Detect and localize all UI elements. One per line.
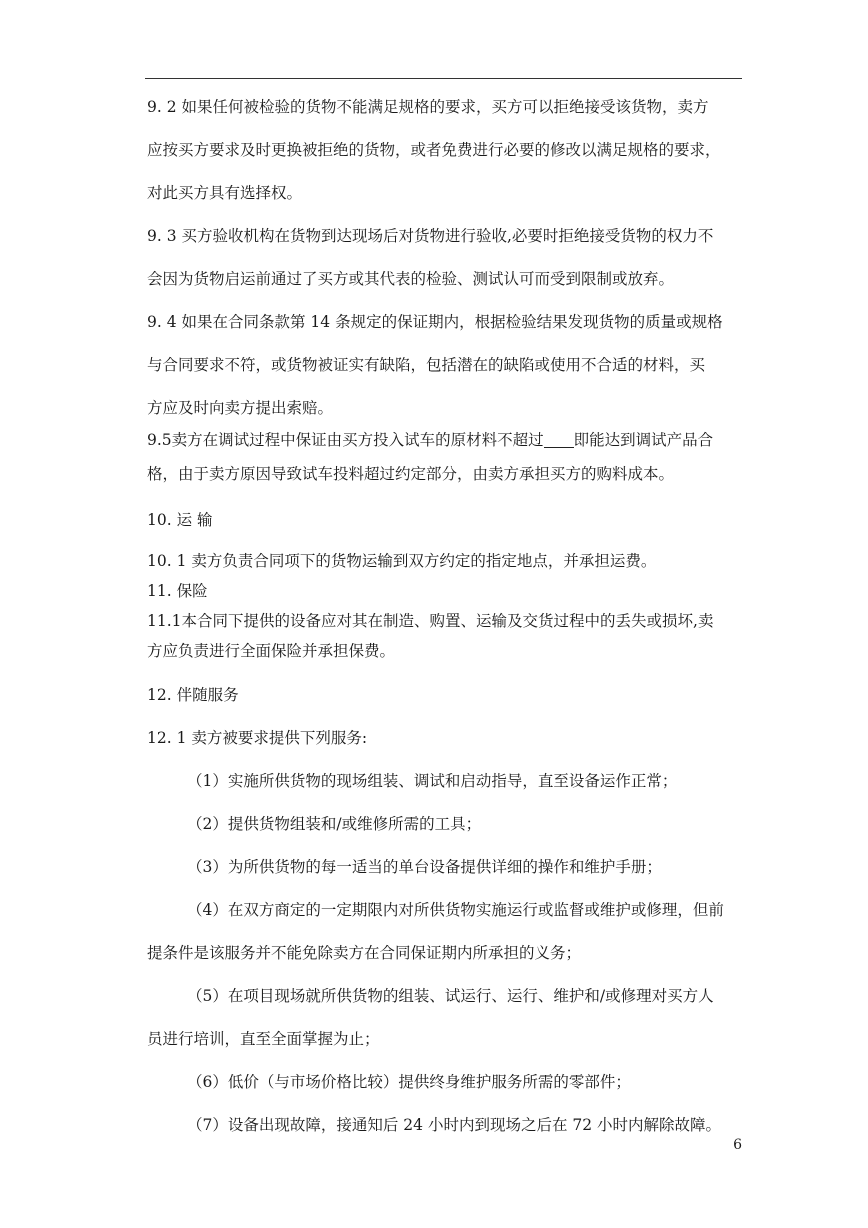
clause-9-4-line-2: 与合同要求不符，或货物被证实有缺陷，包括潜在的缺陷或使用不合适的材料，买 bbox=[147, 356, 706, 374]
fill-blank bbox=[544, 431, 574, 448]
clause-9-2-line-3: 对此买方具有选择权。 bbox=[147, 184, 303, 202]
service-item-1: （1）实施所供货物的现场组装、调试和启动指导，直至设备运作正常； bbox=[187, 772, 678, 790]
clause-9-3-line-1: 9. 3 买方验收机构在货物到达现场后对货物进行验收,必要时拒绝接受货物的权力不 bbox=[147, 227, 714, 245]
clause-10-1: 10. 1 卖方负责合同项下的货物运输到双方约定的指定地点，并承担运费。 bbox=[147, 552, 657, 570]
document-body bbox=[147, 86, 747, 1147]
clause-9-5-text-b: 即能达到调试产品合 bbox=[573, 431, 714, 449]
service-item-3: （3）为所供货物的每一适当的单台设备提供详细的操作和维护手册； bbox=[187, 858, 662, 876]
service-item-5-line-2: 员进行培训，直至全面掌握为止； bbox=[147, 1030, 380, 1048]
section-11-heading: 11. 保险 bbox=[147, 582, 208, 600]
service-item-4-line-2: 提条件是该服务并不能免除卖方在合同保证期内所承担的义务； bbox=[147, 944, 582, 962]
service-item-5-line-1: （5）在项目现场就所供货物的组装、试运行、运行、维护和/或修理对买方人 bbox=[187, 987, 714, 1005]
service-item-2: （2）提供货物组装和/或维修所需的工具； bbox=[187, 815, 482, 833]
clause-9-5-text-a: 9.5卖方在调试过程中保证由买方投入试车的原材料不超过 bbox=[147, 431, 544, 449]
service-item-4-line-1: （4）在双方商定的一定期限内对所供货物实施运行或监督或维护或修理，但前 bbox=[187, 901, 724, 919]
clause-9-5-line-2: 格，由于卖方原因导致试车投料超过约定部分，由卖方承担买方的购料成本。 bbox=[147, 465, 675, 483]
header-rule bbox=[145, 78, 742, 79]
clause-9-4-line-1: 9. 4 如果在合同条款第 14 条规定的保证期内，根据检验结果发现货物的质量或规格 bbox=[147, 313, 723, 331]
service-item-6: （6）低价（与市场价格比较）提供终身维护服务所需的零部件； bbox=[187, 1073, 631, 1091]
clause-9-4-line-3: 方应及时向卖方提出索赔。 bbox=[147, 399, 334, 417]
clause-9-2-line-2: 应按买方要求及时更换被拒绝的货物，或者免费进行必要的修改以满足规格的要求， bbox=[147, 141, 721, 159]
clause-9-5-line-1 bbox=[147, 425, 747, 455]
clause-9-2-line-1: 9. 2 如果任何被检验的货物不能满足规格的要求，买方可以拒绝接受该货物，卖方 bbox=[147, 98, 709, 116]
service-item-7: （7）设备出现故障，接通知后 24 小时内到现场之后在 72 小时内解除故障。 bbox=[187, 1116, 722, 1134]
clause-11-1-line-2: 方应负责进行全面保险并承担保费。 bbox=[147, 642, 396, 660]
clause-12-1: 12. 1 卖方被要求提供下列服务: bbox=[147, 729, 368, 747]
section-12-heading: 12. 伴随服务 bbox=[147, 686, 239, 704]
clause-9-3-line-2: 会因为货物启运前通过了买方或其代表的检验、测试认可而受到限制或放弃。 bbox=[147, 270, 675, 288]
page-number: 6 bbox=[733, 1137, 742, 1153]
clause-11-1-line-1: 11.1本合同下提供的设备应对其在制造、购置、运输及交货过程中的丢失或损坏,卖 bbox=[147, 612, 714, 630]
section-10-heading: 10. 运 输 bbox=[147, 511, 213, 529]
